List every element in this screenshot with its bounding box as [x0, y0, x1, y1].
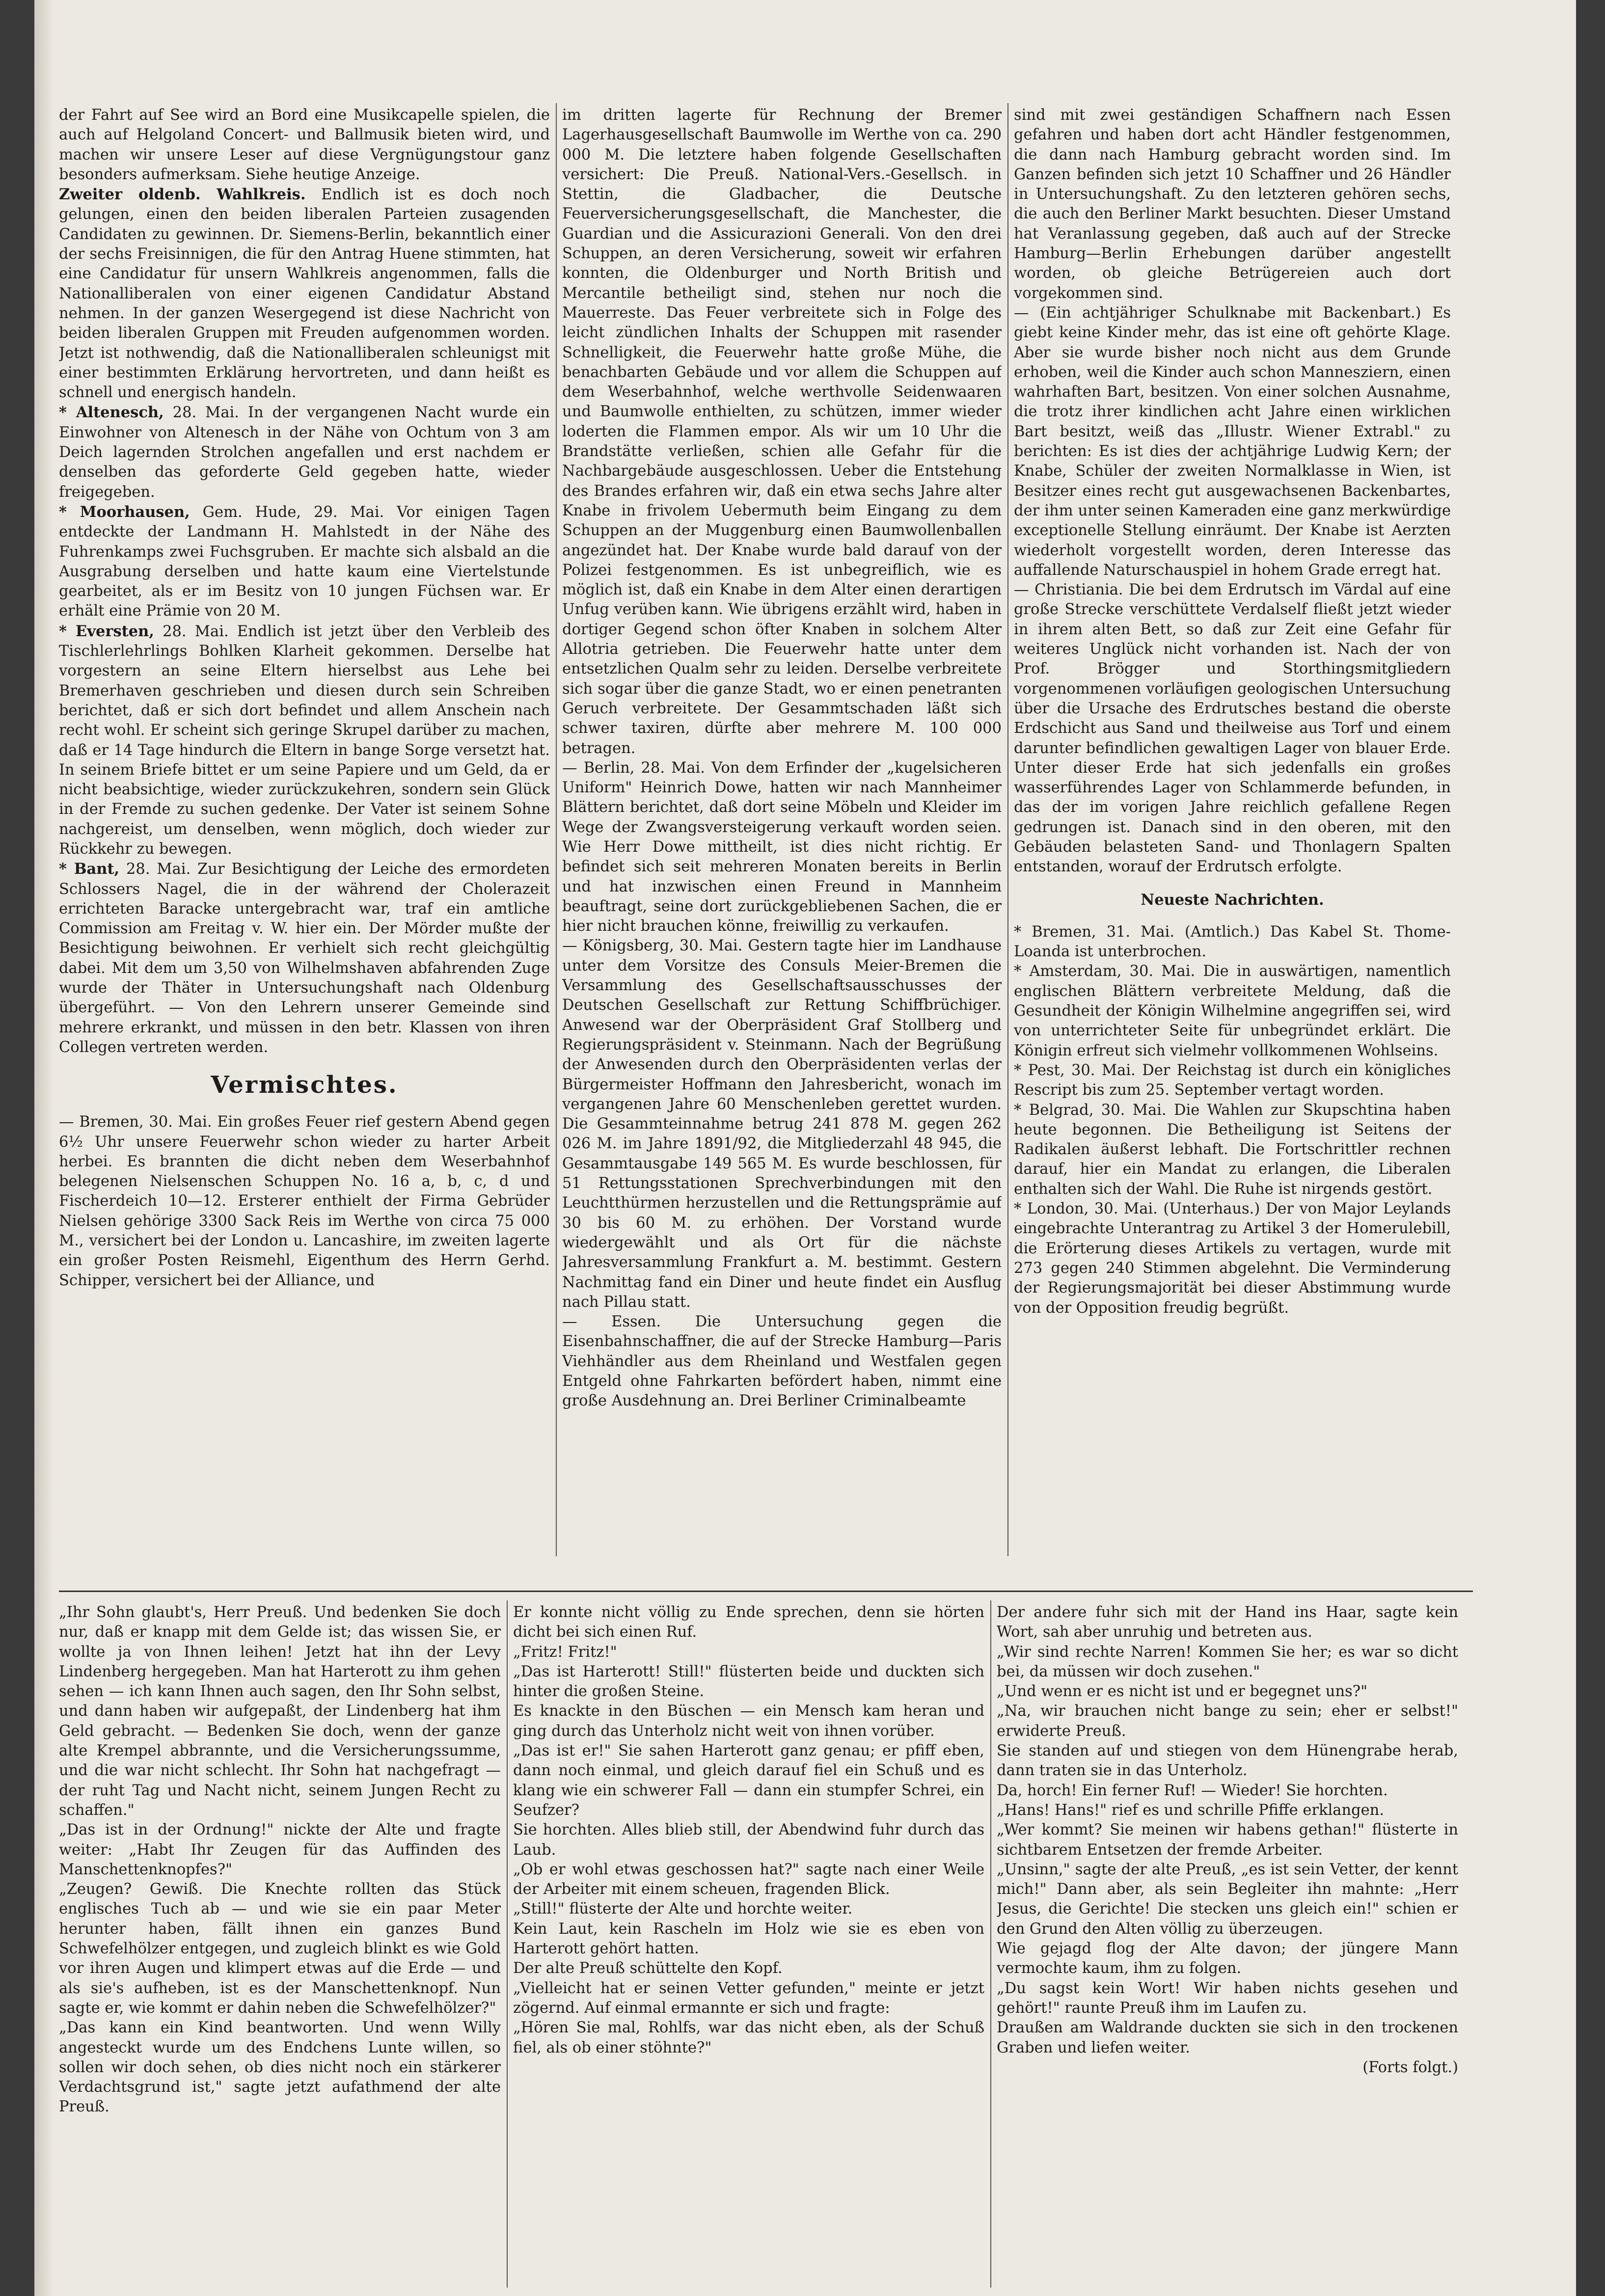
- article-paragraph: [997, 1979, 1458, 2019]
- newspaper-page: [34, 0, 1576, 2296]
- article-text: Sie horchten. Alles blieb still, der Abendwind fuhr durch das Laub.: [513, 1821, 984, 1859]
- page-fold-shadow: [34, 0, 54, 2296]
- article-dateline: * Moorhausen,: [59, 503, 190, 521]
- article-text: * Amsterdam, 30. Mai. Die in auswärtigen, namentlich englischen Blättern verbreitete Meldung, daß die Gesundheit der Königin Wilhelmine angegriffen sei, wird von unterrichteter Seite für unbegründet erklärt. Die Königin erfreut sich vielmehr vollkommenen Wohlseins.: [1014, 963, 1451, 1059]
- article-text: 28. Mai. In der vergangenen Nacht wurde ein Einwohner von Altenesch in der Nähe von Ochtum von 3 am Deich lagernden Strolchen angefallen und erst nachdem er denselben das geforderte Geld gegeben hatte, wieder freigegeben.: [59, 404, 550, 501]
- article-paragraph: [513, 1959, 984, 1978]
- article-text: „Das ist Harterott! Still!" flüsterten beide und duckten sich hinter die großen Steine.: [513, 1663, 984, 1701]
- article-paragraph: [59, 1603, 501, 1820]
- article-text: Er konnte nicht völlig zu Ende sprechen, denn sie hörten dicht bei sich einen Ruf.: [513, 1604, 984, 1641]
- article-text: * London, 30. Mai. (Unterhaus.) Der von Major Leylands eingebrachte Unterantrag zu Artikel 3 der Homerulebill, die Erörterung dieses Artikels zu vertagen, wurde mit 273 gegen 240 Stimmen abgelehnt. Die Verminderung der Regierungsmajorität bei dieser Abstimmung wurde von der Opposition freudig begrüßt.: [1014, 1200, 1451, 1317]
- article-text: 28. Mai. Endlich ist jetzt über den Verbleib des Tischlerlehrlings Bohlken Klarheit gekommen. Derselbe hat vorgestern an seine Eltern hierselbst aus Lehe bei Bremerhaven geschrieben und diesen durch sein Schreiben berichtet, daß er sich dort befindet und allem Anschein nach recht wohl. Er scheint sich geringe Skrupel darüber zu machen, daß er 14 Tage hindurch die Eltern in bange Sorge versetzt hat. In seinem Briefe bittet er um seine Papiere und um Geld, da er nicht beabsichtige, wieder zurückzukehren, sondern sein Glück in der Fremde zu suchen gedenke. Der Vater ist seinem Sohne nachgereist, um denselben, wenn möglich, doch wieder zur Rückkehr zu bewegen.: [59, 622, 550, 858]
- article-text: — Berlin, 28. Mai. Von dem Erfinder der „kugelsicheren Uniform" Heinrich Dowe, hatten wir nach Mannheimer Blättern berichtet, daß dort seine Möbeln und Kleider im Wege der Zwangsversteigerung verkauft worden seien. Wie Herr Dowe mittheilt, ist dies nicht richtig. Er befindet sich seit mehreren Monaten bereits in Berlin und hat inzwischen einen Freund in Mannheim beauftragt, seine dort zurückgebliebenen Sachen, die er hier nicht brauchen könne, freiwillig zu verkaufen.: [562, 759, 1002, 935]
- article-paragraph: [59, 502, 550, 621]
- article-paragraph: [562, 936, 1002, 1312]
- article-paragraph: [513, 1662, 984, 1702]
- article-paragraph: [513, 1919, 984, 1959]
- article-text: „Unsinn," sagte der alte Preuß, „es ist sein Vetter, der kennt mich!" Dann aber, als sein Begleiter ihn mahnte: „Herr Jesus, die Gerichte! Die stecken uns gleich ein!" schien er den Grund den Alten völlig zu überzeugen.: [997, 1861, 1458, 1938]
- column-divider: [990, 1600, 991, 2288]
- article-paragraph: [997, 1741, 1458, 1781]
- article-text: Kein Laut, kein Rascheln im Holz wie sie es eben von Harterott gehört hatten.: [513, 1920, 984, 1958]
- article-text: 28. Mai. Zur Besichtigung der Leiche des ermordeten Schlossers Nagel, die in der während der Cholerazeit errichteten Baracke untergebracht war, traf ein amtliche Commission am Freitag v. W. hier ein. Der Mörder mußte der Besichtigung beiwohnen. Er verhielt sich recht gleichgültig dabei. Mit dem um 3,50 von Wilhelmshaven abfahrenden Zuge wurde der Thäter in Untersuchungshaft nach Oldenburg übergeführt. — Von den Lehrern unserer Gemeinde sind mehrere erkrankt, und müssen in den betr. Klassen von ihren Collegen vertreten werden.: [59, 861, 550, 1056]
- article-text: „Hören Sie mal, Rohlfs, war das nicht eben, als der Schuß fiel, als ob einer stöhnte?": [513, 2019, 984, 2056]
- column-top-right: [1014, 106, 1451, 1541]
- article-paragraph: [997, 1939, 1458, 1979]
- article-text: Der andere fuhr sich mit der Hand ins Haar, sagte kein Wort, sah aber unruhig und betreten aus.: [997, 1604, 1458, 1641]
- article-paragraph: [59, 403, 550, 502]
- column-bottom-left: [59, 1603, 501, 2280]
- article-text: „Ihr Sohn glaubt's, Herr Preuß. Und bedenken Sie doch nur, daß er knapp mit dem Gelde ist; das wissen Sie, er wollte ja von Ihnen leihen! Jetzt hat ihn der Levy Lindenberg hergegeben. Man hat Harterott zu ihm gehen sehen — ich kann Ihnen auch sagen, den Ihr Sohn selbst, und dann haben wir aufgepaßt, der Lindenberg hat ihm Geld gebracht. — Bedenken Sie doch, wenn der ganze alte Krempel abbrannte, und die Versicherungssumme, und die war nicht schlecht. Ihr Sohn hat nachgefragt — der ruht Tag und Nacht nicht, seinem Jungen Recht zu schaffen.": [59, 1604, 501, 1819]
- article-paragraph: [59, 185, 550, 403]
- article-text: Gem. Hude, 29. Mai. Vor einigen Tagen entdeckte der Landmann H. Mahlstedt in der Nähe des Fuhrenkamps zwei Fuchsgruben. Er machte sich alsbald an die Ausgrabung derselben und hatte kaum eine Viertelstunde gearbeitet, als er im Besitz von 10 jungen Füchsen war. Er erhält eine Prämie von 20 M.: [59, 503, 550, 620]
- article-dateline: Zweiter oldenb. Wahlkreis.: [59, 186, 306, 204]
- article-paragraph: [513, 2018, 984, 2058]
- article-paragraph: [562, 1312, 1002, 1411]
- article-paragraph: [1014, 303, 1451, 580]
- article-text: Der alte Preuß schüttelte den Kopf.: [513, 1960, 783, 1977]
- article-text: — Königsberg, 30. Mai. Gestern tagte hier im Landhause unter dem Vorsitze des Consuls Meier-Bremen die Versammlung des Gesellschaftsausschusses der Deutschen Gesellschaft zur Rettung Schiffbrüchiger. Anwesend war der Oberpräsident Graf Stollberg und Regierungspräsident v. Steinmann. Nach der Begrüßung der Anwesenden durch den Oberpräsidenten verlas der Bürgermeister Hoffmann den Jahresbericht, wonach im vergangenen Jahre 60 Menschenleben gerettet wurden. Die Gesammteinnahme betrug 241 878 M. gegen 262 026 M. im Jahre 1891/92, die Mitgliederzahl 48 945, die Gesammtausgabe 149 565 M. Es wurde beschlossen, für 51 Rettungsstationen Sprechverbindungen mit den Leuchtthürmen herzustellen und die Rettungsprämie auf 30 bis 60 M. zu erhöhen. Der Vorstand wurde wiedergewählt und als Ort für die nächste Jahresversammlung Frankfurt a. M. bestimmt. Gestern Nachmittag fand ein Diner und heute findet ein Ausflug nach Pillau statt.: [562, 937, 1002, 1311]
- article-paragraph: [1014, 106, 1451, 303]
- article-text: „Das ist in der Ordnung!" nickte der Alte und fragte weiter: „Habt Ihr Zeugen für das Auffinden des Manschettenknopfes?": [59, 1821, 501, 1878]
- article-paragraph: [997, 2018, 1458, 2058]
- article-dateline: * Eversten,: [59, 622, 154, 640]
- article-paragraph: [513, 1643, 984, 1662]
- article-text: „Hans! Hans!" rief es und schrille Pfiffe erklangen.: [997, 1801, 1385, 1819]
- article-text: „Na, wir brauchen nicht bange zu sein; eher er selbst!" erwiderte Preuß.: [997, 1702, 1458, 1740]
- column-divider: [556, 103, 557, 1556]
- article-paragraph: [1014, 922, 1451, 962]
- article-text: „Vielleicht hat er seinen Vetter gefunden," meinte er jetzt zögernd. Auf einmal ermannte er sich und fragte:: [513, 1979, 984, 2017]
- article-paragraph: [997, 1860, 1458, 1939]
- article-text: Draußen am Waldrande duckten sie sich in den trockenen Graben und liefen weiter.: [997, 2019, 1458, 2056]
- article-text: * Belgrad, 30. Mai. Die Wahlen zur Skupschtina haben heute begonnen. Die Betheiligung ist Seitens der Radikalen äußerst lebhaft. Die Fortschrittler rechnen darauf, hier ein Mandat zu erlangen, die Liberalen enthalten sich der Wahl. Die Ruhe ist nirgends gestört.: [1014, 1101, 1451, 1198]
- column-top-middle: [562, 106, 1002, 1541]
- article-paragraph: [997, 1801, 1458, 1820]
- column-divider: [507, 1600, 508, 2288]
- feuilleton-separator: [59, 1591, 1473, 1592]
- article-text: — Bremen, 30. Mai. Ein großes Feuer rief gestern Abend gegen 6½ Uhr unsere Feuerwehr schon wieder zu harter Arbeit herbei. Es brannten die dicht neben dem Weserbahnhof belegenen Nielsenschen Schuppen No. 16 a, b, c, d und Fischerdeich 10—12. Ersterer enthielt der Firma Gebrüder Nielsen gehörige 3300 Sack Reis im Werthe von circa 75 000 M., versichert bei der London u. Lancashire, im zweiten lagerte ein großer Posten Reismehl, Eigenthum des Herrn Gerhd. Schipper, versichert bei der Alliance, und: [59, 1113, 550, 1289]
- article-text: * Bremen, 31. Mai. (Amtlich.) Das Kabel St. Thome-Loanda ist unterbrochen.: [1014, 923, 1451, 961]
- article-text: „Still!" flüsterte der Alte und horchte weiter.: [513, 1900, 853, 1918]
- article-paragraph: [513, 1702, 984, 1741]
- column-bottom-middle: [513, 1603, 984, 2280]
- article-text: Endlich ist es doch noch gelungen, einen den beiden liberalen Parteien zusagenden Candidaten zu gewinnen. Dr. Siemens-Berlin, bekanntlich einer der sechs Freisinnigen, die für den Antrag Huene stimmten, hat eine Candidatur für unsern Wahlkreis angenommen, falls die Nationalliberalen von einer eigenen Candidatur Abstand nehmen. In der ganzen Wesergegend ist diese Nachricht von beiden liberalen Gruppen mit Freuden aufgenommen worden. Jetzt ist nothwendig, daß die Nationalliberalen schleunigst mit einer bestimmten Erklärung hervortreten, und dann heißt es schnell und energisch handeln.: [59, 186, 550, 402]
- article-text: Da, horch! Ein ferner Ruf! — Wieder! Sie horchten.: [997, 1782, 1388, 1799]
- article-paragraph: [1014, 1101, 1451, 1199]
- article-paragraph: [562, 758, 1002, 937]
- article-text: Es knackte in den Büschen — ein Mensch kam heran und ging durch das Unterholz nicht weit von ihnen vorüber.: [513, 1702, 984, 1740]
- article-dateline: * Bant,: [59, 860, 120, 878]
- article-text: — Essen. Die Untersuchung gegen die Eisenbahnschaffner, die auf der Strecke Hamburg—Paris Viehhändler aus dem Rheinland und Westfalen gegen Entgeld ohne Fahrkarten befördert haben, nimmt eine große Ausdehnung an. Drei Berliner Criminalbeamte: [562, 1313, 1002, 1410]
- article-text: „Das ist er!" Sie sahen Harterott ganz genau; er pfiff eben, dann noch einmal, und gleich darauf fiel ein Schuß und es klang wie ein schwerer Fall — dann ein stumpfer Schrei, ein Seufzer?: [513, 1742, 984, 1819]
- article-text: „Und wenn er es nicht ist und er begegnet uns?": [997, 1683, 1368, 1701]
- article-text: „Das kann ein Kind beantworten. Und wenn Willy angesteckt wurde um des Endchens Lunte willen, so sollen wir doch sehen, ob dies nicht noch ein stärkerer Verdachtsgrund ist," sagte jetzt aufathmend der alte Preuß.: [59, 2019, 501, 2116]
- article-paragraph: [513, 1741, 984, 1820]
- article-paragraph: [59, 106, 550, 185]
- article-text: Sie standen auf und stiegen von dem Hünengrabe herab, dann traten sie in das Unterholz.: [997, 1742, 1458, 1780]
- article-paragraph: [59, 2018, 501, 2117]
- article-text: — Christiania. Die bei dem Erdrutsch im Värdal auf eine große Strecke verschüttete Verdalself fließt jetzt wieder in ihrem alten Bett, so daß zur Zeit eine Gefahr für weiteres Unglück nicht vorhanden ist. Nach der von Prof. Brögger und Storthingsmitgliedern vorgenommenen vorläufigen geologischen Untersuchung über die Ursache des Erdrutsches bestand die oberste Erdschicht aus Sand und theilweise aus Torf und einem darunter befindlichen gewaltigen Lager von blauer Erde. Unter dieser Erde hat sich jedenfalls ein großes wasserführendes Lager von Schlammerde befunden, in das der im vorigen Jahre reichlich gefallene Regen gedrungen ist. Danach sind in den oberen, mit den Gebäuden belasteten Sand- und Thonlagern Spalten entstanden, worauf der Erdrutsch erfolgte.: [1014, 581, 1451, 876]
- article-paragraph: [1014, 580, 1451, 877]
- article-paragraph: [513, 1603, 984, 1643]
- article-paragraph: [59, 1880, 501, 2018]
- article-dateline: * Altenesch,: [59, 404, 164, 422]
- article-paragraph: [59, 859, 550, 1057]
- article-paragraph: [997, 1702, 1458, 1741]
- article-paragraph: [513, 1820, 984, 1860]
- article-text: * Pest, 30. Mai. Der Reichstag ist durch ein königliches Rescript bis zum 25. September vertagt worden.: [1014, 1061, 1451, 1099]
- article-paragraph: [562, 106, 1002, 758]
- article-text: „Ob er wohl etwas geschossen hat?" sagte nach einer Weile der Arbeiter mit einem scheuen, fragenden Blick.: [513, 1861, 984, 1898]
- article-paragraph: [513, 1899, 984, 1919]
- article-text: „Wer kommt? Sie meinen wir habens gethan!" flüsterte in sichtbarem Entsetzen der fremde Arbeiter.: [997, 1821, 1458, 1859]
- column-divider: [1007, 103, 1008, 1556]
- article-paragraph: [1014, 1061, 1451, 1101]
- article-paragraph: [1014, 1199, 1451, 1318]
- column-bottom-right: [997, 1603, 1458, 2280]
- section-heading: Neueste Nachrichten.: [1141, 891, 1324, 909]
- article-paragraph: [59, 621, 550, 860]
- section-heading: Vermischtes.: [211, 1071, 398, 1099]
- article-text: sind mit zwei geständigen Schaffnern nach Essen gefahren und haben dort acht Händler festgenommen, die dann nach Hamburg gebracht worden sind. Im Ganzen befinden sich jetzt 10 Schaffner und 26 Händler in Untersuchungshaft. Zu den letzteren gehören sechs, die auch den Berliner Markt besuchten. Dieser Umstand hat Veranlassung gegeben, daß auch auf der Strecke Hamburg—Berlin Erhebungen darüber angestellt worden, ob gleiche Betrügereien auch dort vorgekommen sind.: [1014, 107, 1451, 302]
- article-text: Wie gejagd flog der Alte davon; der jüngere Mann vermochte kaum, ihm zu folgen.: [997, 1940, 1458, 1977]
- article-text: der Fahrt auf See wird an Bord eine Musikcapelle spielen, die auch auf Helgoland Concert- und Ballmusik bieten wird, und machen wir unsere Leser auf diese Vergnügungstour ganz besonders aufmerksam. Siehe heutige Anzeige.: [59, 107, 550, 183]
- article-paragraph: [513, 1860, 984, 1900]
- article-paragraph: [997, 1781, 1458, 1801]
- article-paragraph: [513, 1979, 984, 2019]
- article-text: „Du sagst kein Wort! Wir haben nichts gesehen und gehört!" raunte Preuß ihm im Laufen zu.: [997, 1979, 1458, 2017]
- article-paragraph: [997, 1682, 1458, 1702]
- article-paragraph: [59, 1112, 550, 1291]
- article-paragraph: [997, 1643, 1458, 1682]
- article-text: „Zeugen? Gewiß. Die Knechte rollten das Stück englisches Tuch ab — und wie sie ein paar Meter herunter haben, fällt ihnen ein ganzes Bund Schwefelhölzer entgegen, und zugleich blinkt es wie Gold vor ihren Augen und klimpert etwas auf die Erde — und als sie's aufheben, ist es der Manschettenknopf. Nun sagte er, wie kommt er dahin neben die Schwefelhölzer?": [59, 1881, 501, 2017]
- article-text: im dritten lagerte für Rechnung der Bremer Lagerhausgesellschaft Baumwolle im Werthe von ca. 290 000 M. Die letztere haben folgende Gesellschaften versichert: Die Preuß. National-Vers.-Gesellsch. in Stettin, die Gladbacher, die Deutsche Feuerversicherungsgesellschaft, die Manchester, die Guardian und die Assicurazioni Generali. Von den drei Schuppen, an deren Versicherung, soweit wir erfahren konnten, die Oldenburger und North British und Mercantile betheiligt sind, stehen nur noch die Mauerreste. Das Feuer verbreitete sich in Folge des leicht zündlichen Inhalts der Schuppen mit rasender Schnelligkeit, die Feuerwehr hatte große Mühe, die benachbarten Gebäude und vor allem die Schuppen auf dem Weserbahnhof, welche werthvolle Seidenwaaren und Baumwolle enthielten, zu schützen, immer wieder loderten die Flammen empor. Als wir um 10 Uhr die Brandstätte verließen, schien alle Gefahr für die Nachbargebäude ausgeschlossen. Ueber die Entstehung des Brandes erfahren wir, daß ein etwa sechs Jahre alter Knabe in frivolem Uebermuth beim Eingang zu dem Schuppen an der Muggenburg einen Baumwollenballen angezündet hat. Der Knabe wurde bald darauf von der Polizei festgenommen. Es ist unbegreiflich, wie es möglich ist, daß ein Knabe in dem Alter einen derartigen Unfug verüben kann. Wie übrigens erzählt wird, haben in dortiger Gegend schon öfter Knaben in solchem Alter Allotria getrieben. Die Feuerwehr hatte unter dem entsetzlichen Qualm sehr zu leiden. Derselbe verbreitete sich sogar über die ganze Stadt, wo er einen penetranten Geruch verbreitete. Der Gesammtschaden läßt sich schwer taxiren, dürfte aber mehrere M. 100 000 betragen.: [562, 107, 1002, 757]
- article-text: — (Ein achtjähriger Schulknabe mit Backenbart.) Es giebt keine Kinder mehr, das ist eine oft gehörte Klage. Aber sie wurde bisher noch nicht aus dem Grunde erhoben, weil die Kinder auch schon Mannesziern, einen wahrhaften Bart, besitzen. Von einer solchen Ausnahme, die trotz ihrer kindlichen acht Jahre einen wirklichen Bart besitzt, weiß das „Illustr. Wiener Extrabl." zu berichten: Es ist dies der achtjährige Ludwig Kern; der Knabe, Schüler der zweiten Normalklasse in Wien, ist Besitzer eines recht gut ausgewachsenen Backenbartes, der ihm unter seinen Kameraden eine ganz merkwürdige exceptionelle Stellung einräumt. Der Knabe ist Aerzten wiederholt vorgestellt worden, deren Interesse das auffallende Naturschauspiel in hohem Grade erregt hat.: [1014, 304, 1451, 579]
- continuation-note: (Forts folgt.): [1362, 2058, 1458, 2076]
- column-top-left: [59, 106, 550, 1541]
- article-paragraph: [997, 1603, 1458, 1643]
- article-text: „Wir sind rechte Narren! Kommen Sie her; es war so dicht bei, da müssen wir doch zusehen.": [997, 1643, 1458, 1680]
- article-paragraph: [1014, 962, 1451, 1060]
- article-paragraph: [997, 1820, 1458, 1860]
- article-paragraph: [59, 1820, 501, 1880]
- article-text: „Fritz! Fritz!": [513, 1643, 617, 1661]
